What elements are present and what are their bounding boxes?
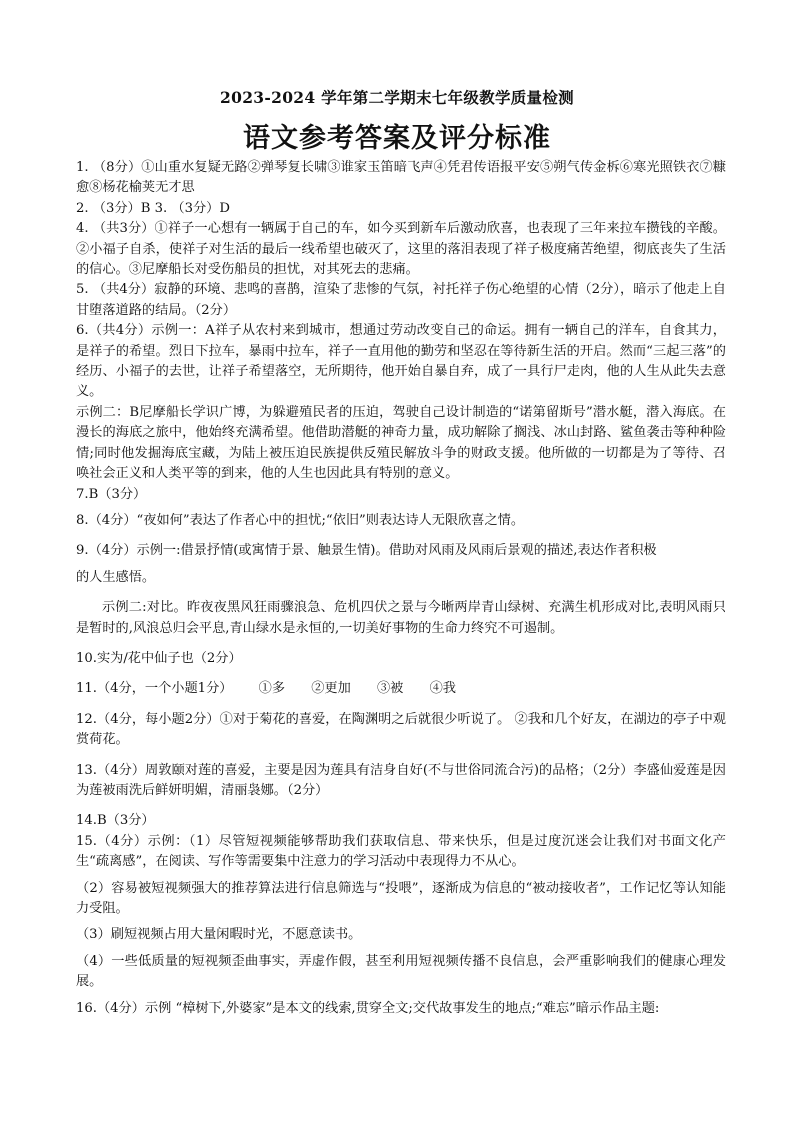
answer-q16: 16.（4分）示例 “樟树下,外婆家”是本文的线索,贯穿全文;交代故事发生的地点;“难忘”暗示作品主题: [76,1000,660,1016]
answer-q15-intro: 15.（4分）示例：（1）尽管短视频能够帮助我们获取信息、带来快乐，但是过度沉迷会让我们对书面文化产生“疏离感”，在阅读、写作等需要集中注意力的学习活动中表现得力不从心。 [76,833,726,870]
answer-q13: 13.（4分）周敦颐对莲的喜爱，主要是因为莲具有洁身自好(不与世俗同流合污)的品格；（2分）李盛仙爱莲是因为莲被雨洗后鲜妍明媚，清丽袅娜。（2分） [76,762,726,798]
answer-q15-point-3: （3）刷短视频占用大量闲暇时光，不愿意读书。 [76,927,362,943]
answer-q2-q3: 2. （3分）B 3. （3分）D [76,200,230,216]
answer-q5: 5. （共4分）寂静的环境、悲鸣的喜鹊，渲染了悲惨的气氛，衬托祥子伤心绝望的心情（2分），暗示了他走上自甘堕落道路的结局。（2分） [76,282,726,318]
answer-q15-point-4: （4）一些低质量的短视频歪曲事实，弄虚作假，甚至利用短视频传播不良信息，会严重影响我们的健康心理发展。 [76,953,726,990]
answer-q7: 7.B（3分） [76,486,147,502]
answer-q11-option-2: ②更加 [311,681,351,697]
answer-q9-example-1-cont: 的人生感悟。 [76,569,156,585]
answer-q11-option-3: ③被 [377,681,404,697]
document-title: 语文参考答案及评分标准 [243,123,551,154]
answer-q9-example-1: 9.（4分）示例一:借景抒情(或寓情于景、触景生情)。借助对风雨及风雨后景观的描述,表达作者积极 [76,543,657,559]
answer-q8: 8.（4分）“夜如何”表达了作者心中的担忧;“依旧”则表达诗人无限欣喜之情。 [76,512,525,528]
answer-q15-point-2: （2）容易被短视频强大的推荐算法进行信息筛选与“投喂”，逐渐成为信息的“被动接收者”，工作记忆等认知能力受阻。 [76,880,726,916]
answer-q11-option-4: ④我 [429,681,456,697]
exam-header-title: 2023-2024 学年第二学期末七年级教学质量检测 [220,88,574,107]
answer-q14: 14.B（3分） [76,813,155,829]
answer-q11-label: 11.（4分，一个小题1分） [76,681,233,697]
answer-q1: 1. （8分）①山重水复疑无路②弹琴复长啸③谁家玉笛暗飞声④凭君传语报平安⑤朔气传金柝⑥寒光照铁衣⑦糠愈⑧杨花榆荚无才思 [76,160,726,196]
answers-body [76,158,726,1019]
answer-q11 [76,679,726,699]
answer-q6-example-1: 6.（共4分）示例一：A祥子从农村来到城市，想通过劳动改变自己的命运。拥有一辆自己的洋车，自食其力，是祥子的希望。烈日下拉车，暴雨中拉车，祥子一直用他的勤劳和坚忍在等待新生活的开启。然而“三起三落”的经历、小福子的去世，让祥子希望落空，无所期待，他开始自暴自弃，成了一具行尸走肉，他的人生从此失去意义。 [76,323,726,400]
answer-q12: 12.（4分，每小题2分）①对于菊花的喜爱，在陶渊明之后就很少听说了。 ②我和几个好友，在湖边的亭子中观赏荷花。 [76,711,726,748]
answer-q9-example-2: 示例二:对比。昨夜夜黑风狂雨骤浪急、危机四伏之景与今晰两岸青山绿树、充满生机形成对比,表明风雨只是暂时的,风浪总归会平息,青山绿水是永恒的,一切美好事物的生命力终究不可遏制。 [76,600,726,636]
answer-q10: 10.实为/花中仙子也（2分） [76,650,242,666]
answer-q6-example-2: 示例二：B尼摩船长学识广博，为躲避殖民者的压迫，驾驶自己设计制造的“诺第留斯号”潜水艇，潜入海底。在漫长的海底之旅中，他始终充满希望。他借助潜艇的神奇力量，成功解除了搁浅、冰山封路、鲨鱼袭击等种种险情;同时他发掘海底宝藏，为陆上被压迫民族提供反殖民解放斗争的财政支援。他所做的一切都是为了等待、召唤社会正义和人类平等的到来，他的人生也因此具有特别的意义。 [76,404,726,482]
answer-q11-option-1: ①多 [258,681,286,697]
answer-q4: 4. （共3分）①祥子一心想有一辆属于自己的车，如今买到新车后激动欣喜，也表现了三年来拉车攒钱的辛酸。②小福子自杀，使祥子对生活的最后一线希望也破灭了，这里的落泪表现了祥子极度痛苦绝望，彻底丧失了生活的信心。③尼摩船长对受伤船员的担忧，对其死去的悲痛。 [76,221,726,278]
